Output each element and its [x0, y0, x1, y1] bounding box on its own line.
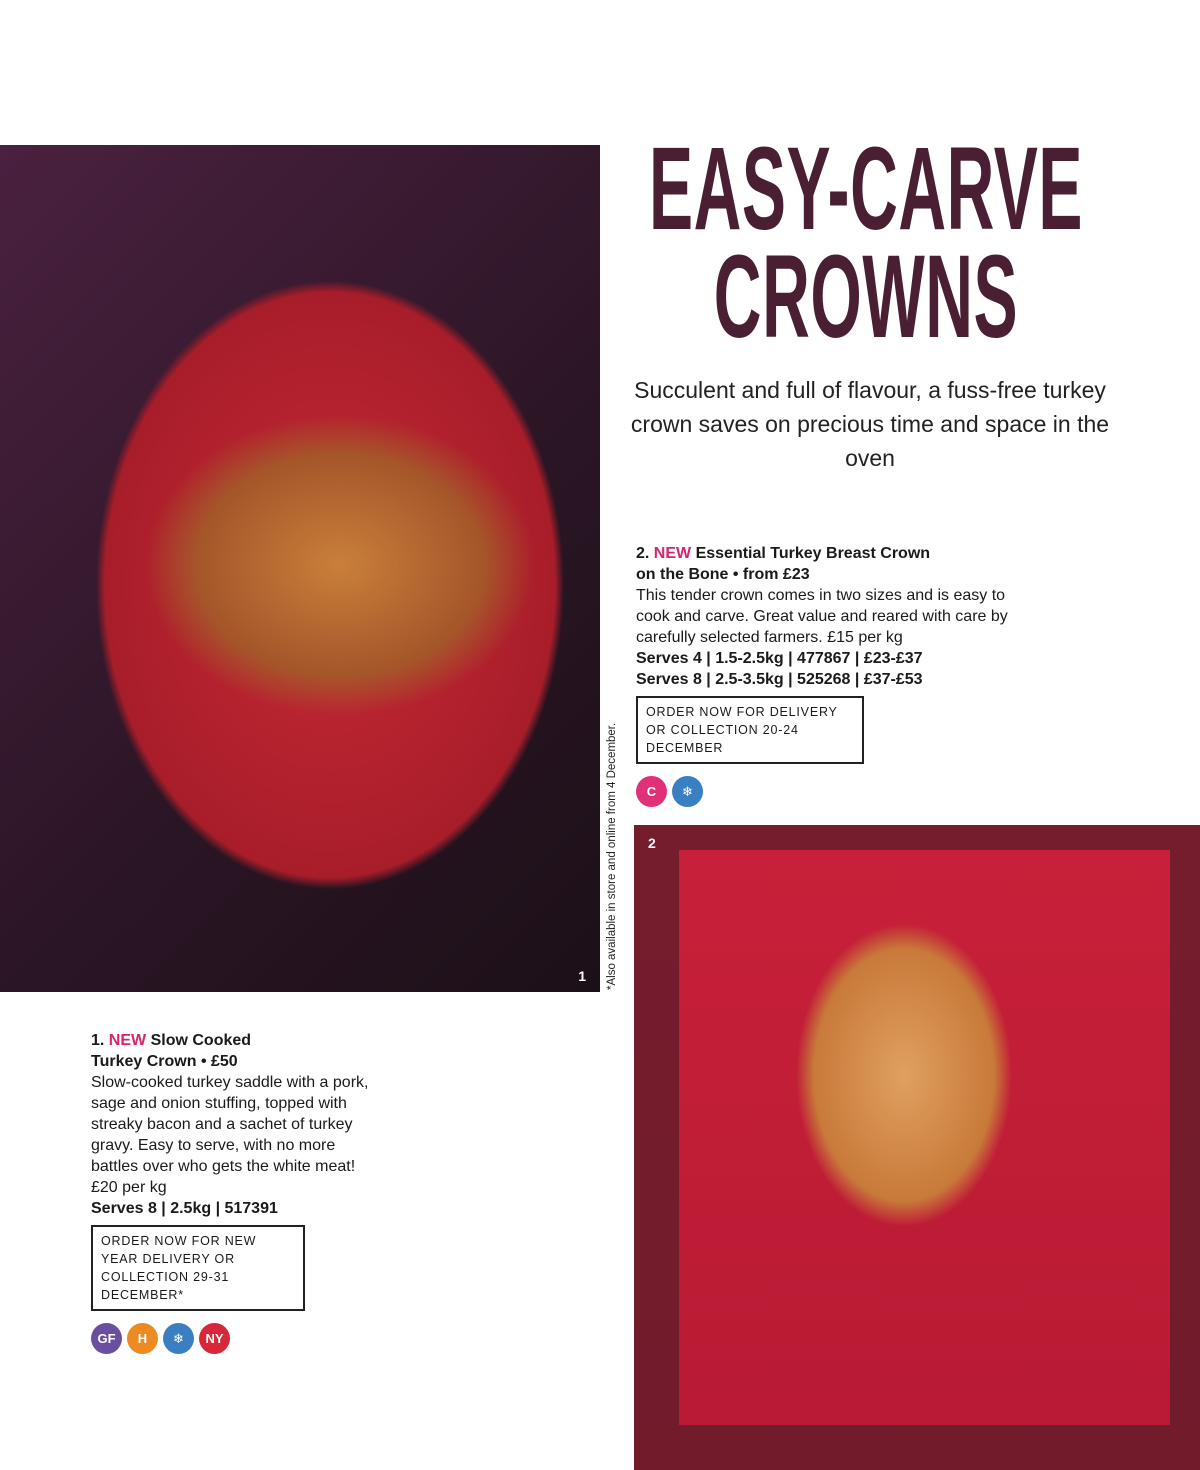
- product-price: on the Bone • from £23: [636, 566, 810, 583]
- product-spec: Serves 4 | 1.5-2.5kg | 477867 | £23-£37: [636, 650, 923, 667]
- page-title: [641, 123, 1091, 363]
- halal-icon: H: [127, 1323, 158, 1354]
- product-2: [636, 543, 1016, 807]
- product-1: [91, 1030, 376, 1354]
- title-line-2: CROWNS: [713, 231, 1019, 363]
- product-price: Turkey Crown • £50: [91, 1053, 238, 1070]
- order-notice: ORDER NOW FOR NEW YEAR DELIVERY OR COLLECTION 29-31 DECEMBER*: [91, 1225, 305, 1311]
- turkey-breast-crown-photo: [634, 825, 1200, 1470]
- photo-number: 1: [578, 968, 586, 984]
- product-description: This tender crown comes in two sizes and is easy to cook and carve. Great value and reared with care by carefully selected farmers. £15 per kg: [636, 587, 1008, 646]
- product-name: Slow Cooked: [150, 1032, 252, 1049]
- new-badge: NEW: [108, 1032, 147, 1049]
- product-spec: Serves 8 | 2.5-3.5kg | 525268 | £37-£53: [636, 671, 923, 688]
- availability-note: *Also available in store and online from 4 December.: [606, 722, 618, 990]
- freezable-icon: ❄: [672, 776, 703, 807]
- new-year-icon: NY: [199, 1323, 230, 1354]
- christmas-icon: C: [636, 776, 667, 807]
- order-notice: ORDER NOW FOR DELIVERY OR COLLECTION 20-24 DECEMBER: [636, 696, 864, 764]
- dietary-icons: [636, 776, 1016, 807]
- dietary-icons: [91, 1323, 376, 1354]
- gluten-free-icon: GF: [91, 1323, 122, 1354]
- product-number: 2.: [636, 545, 650, 562]
- intro-text: Succulent and full of flavour, a fuss-free turkey crown saves on precious time and space in the oven: [630, 377, 1110, 471]
- product-number: 1.: [91, 1032, 105, 1049]
- product-description: Slow-cooked turkey saddle with a pork, sage and onion stuffing, topped with streaky bacon and a sachet of turkey gravy. Easy to serve, with no more battles over who gets the white meat! £20 per kg: [91, 1074, 369, 1196]
- slow-cooked-turkey-photo: [0, 145, 600, 992]
- title-line-1: EASY-CARVE: [648, 123, 1084, 255]
- photo-number: 2: [648, 835, 656, 851]
- freezable-icon: ❄: [163, 1323, 194, 1354]
- product-name: Essential Turkey Breast Crown: [695, 545, 931, 562]
- product-spec: Serves 8 | 2.5kg | 517391: [91, 1200, 278, 1217]
- new-badge: NEW: [653, 545, 692, 562]
